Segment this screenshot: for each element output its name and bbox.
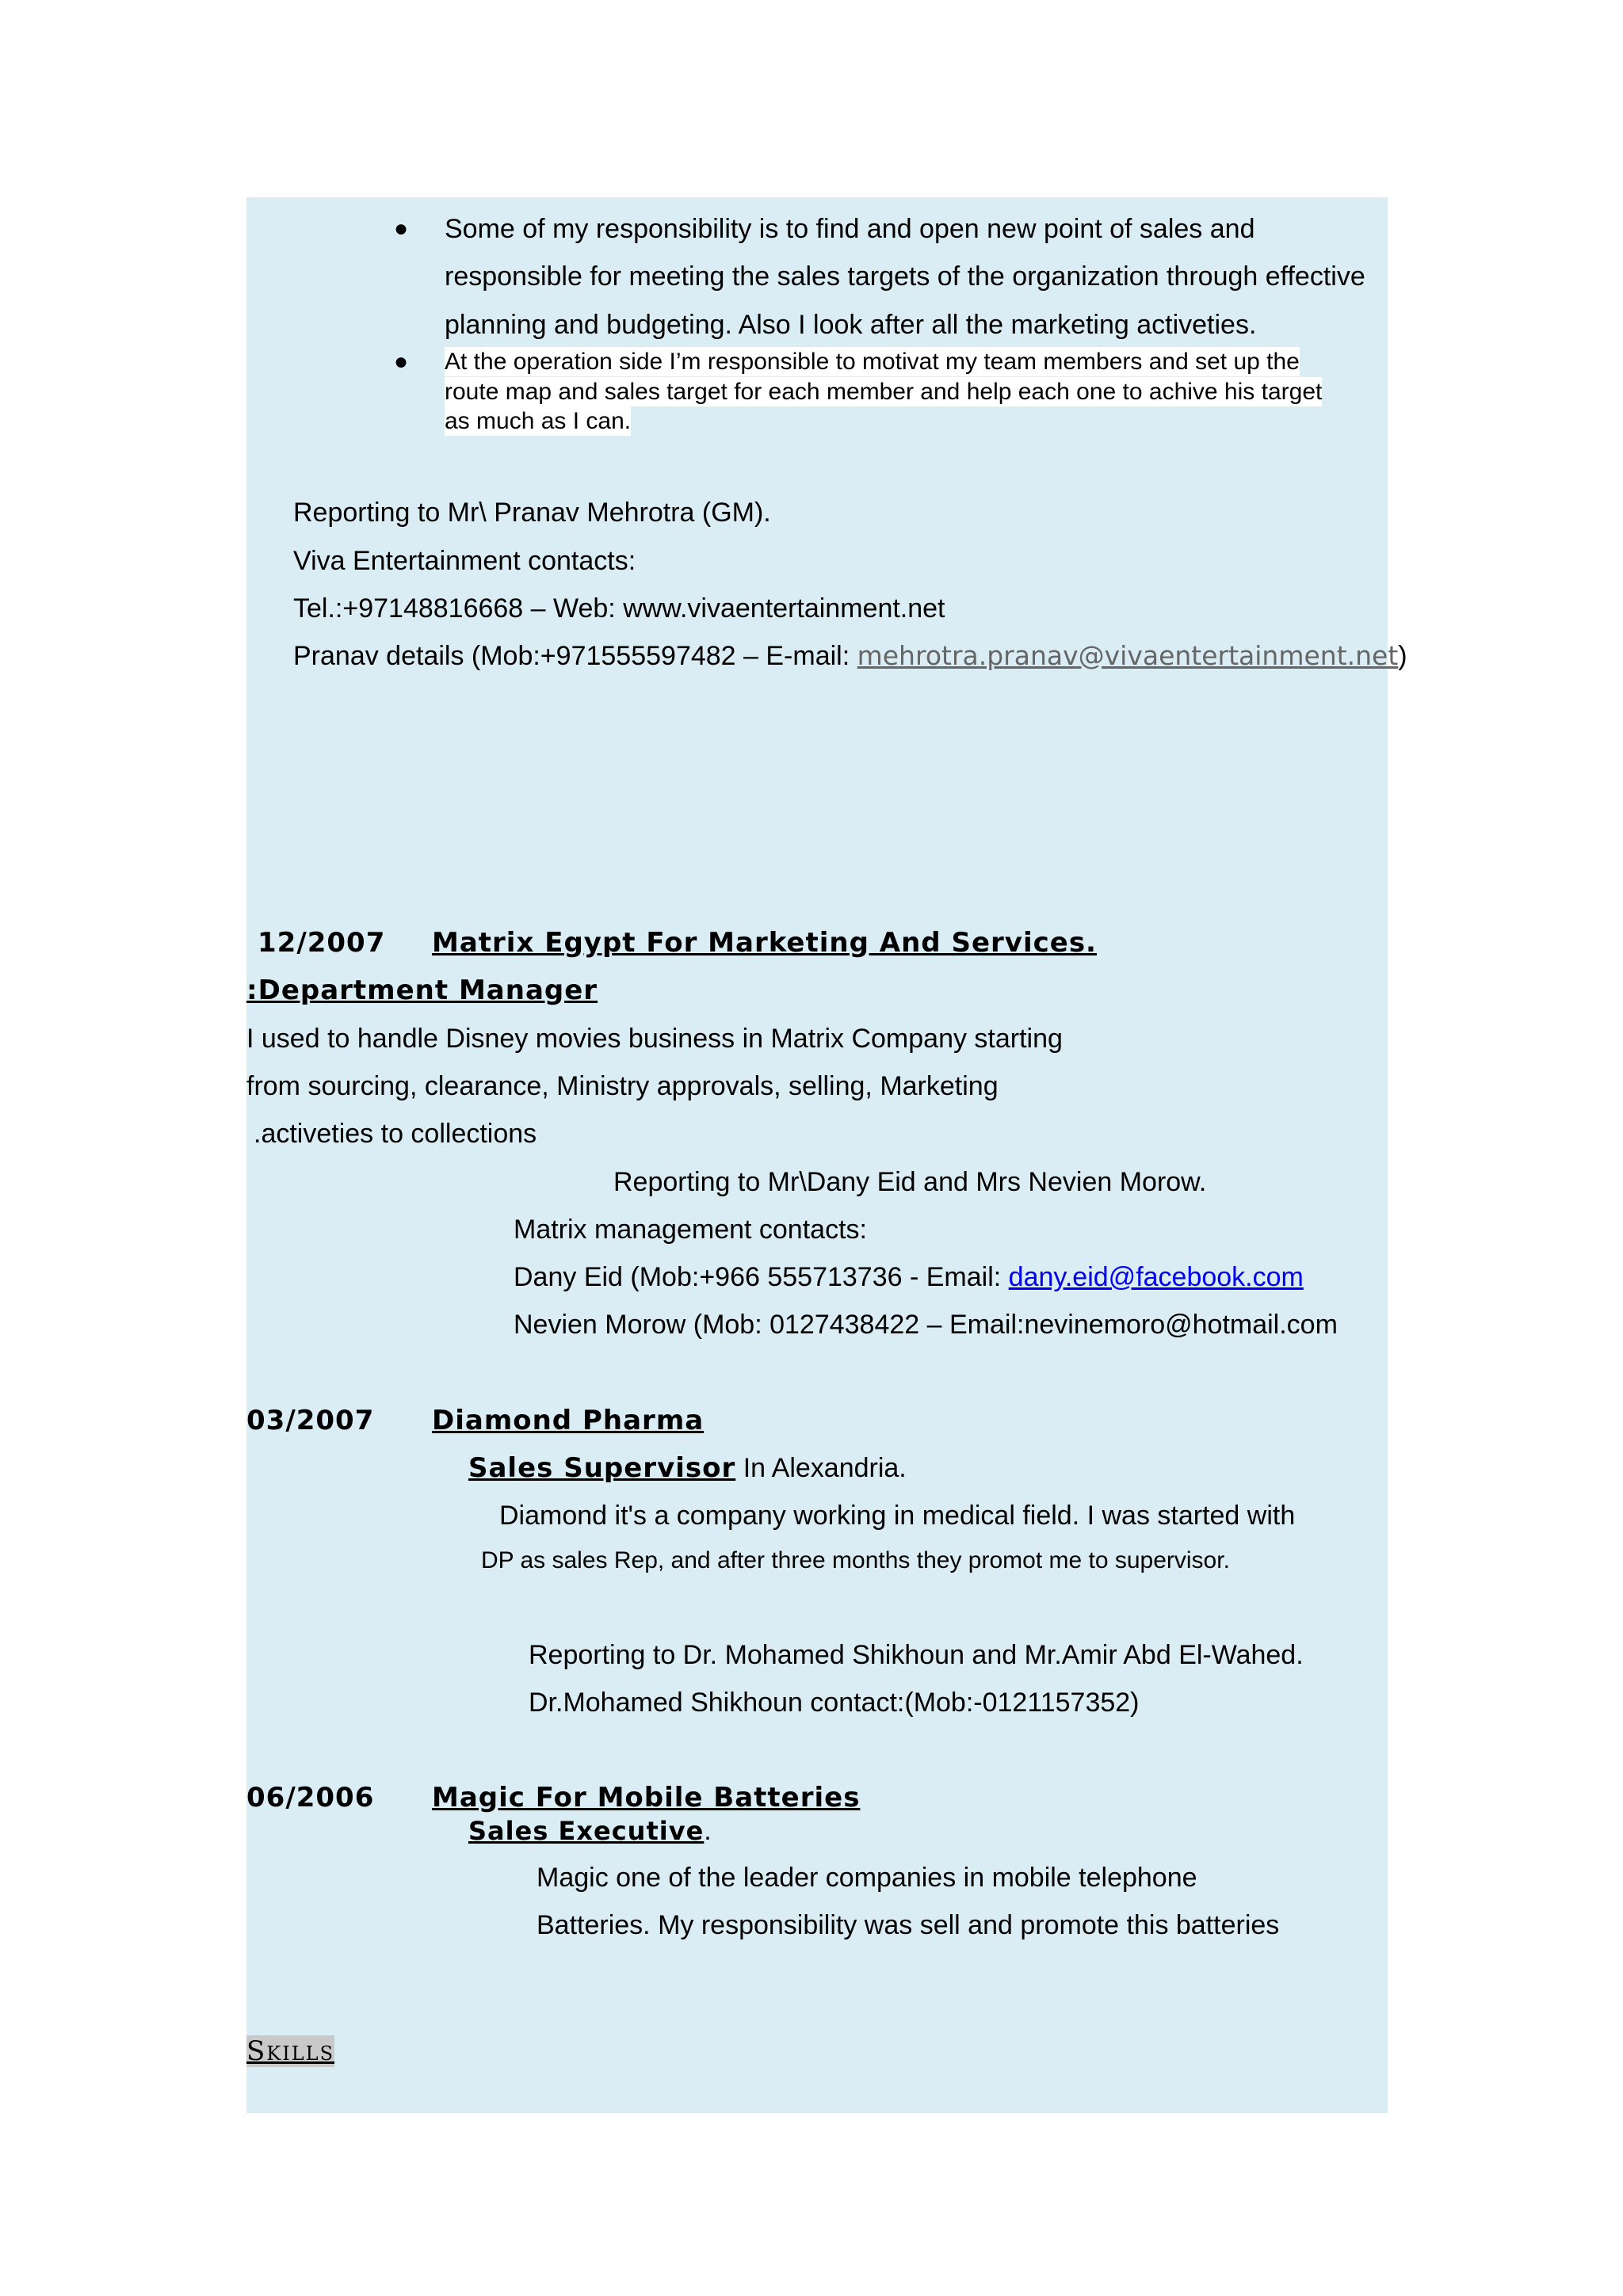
diamond-role: Sales Supervisor: [468, 1452, 736, 1484]
matrix-desc-line-1: I used to handle Disney movies business in Matrix Company starting: [246, 1024, 1063, 1054]
diamond-desc-line-2: DP as sales Rep, and after three months they promot me to supervisor.: [481, 1547, 1230, 1573]
bullet-1-line-1: Some of my responsibility is to find and open new point of sales and: [445, 214, 1255, 244]
diamond-contact: Dr.Mohamed Shikhoun contact:(Mob:-0121157352): [529, 1688, 1140, 1718]
skills-heading: Skills: [246, 2035, 335, 2067]
magic-desc-line-2: Batteries. My responsibility was sell and promote this batteries: [537, 1910, 1280, 1940]
matrix-date: 12/2007: [258, 927, 386, 959]
viva-reporting: Reporting to Mr\ Pranav Mehrotra (GM).: [293, 498, 771, 528]
viva-tel-web: Tel.:+97148816668 – Web: www.vivaentertainment.net: [293, 593, 945, 624]
diamond-location: In Alexandria.: [735, 1453, 907, 1483]
magic-company: Magic For Mobile Batteries: [432, 1782, 861, 1814]
pranav-details: [293, 640, 1407, 672]
diamond-reporting: Reporting to Dr. Mohamed Shikhoun and Mr.Amir Abd El-Wahed.: [529, 1640, 1304, 1670]
dany-email-link[interactable]: dany.eid@facebook.com: [1008, 1262, 1304, 1292]
matrix-role: :Department Manager: [246, 974, 598, 1006]
pranav-details-close: ): [1398, 641, 1407, 671]
magic-role-line: [468, 1815, 712, 1847]
diamond-desc-line-1: Diamond it's a company working in medical field. I was started with: [499, 1501, 1296, 1531]
viva-contacts-title: Viva Entertainment contacts:: [293, 546, 636, 576]
bullet-marker: ●: [394, 349, 409, 375]
bullet-marker: ●: [394, 215, 409, 242]
pranav-details-text: Pranav details (Mob:+971555597482 – E-mail:: [293, 641, 857, 671]
resume-page-background: [246, 197, 1388, 2113]
diamond-company: Diamond Pharma: [432, 1405, 705, 1436]
dany-contact-text: Dany Eid (Mob:+966 555713736 - Email:: [514, 1262, 1009, 1292]
bullet-1-line-3: planning and budgeting. Also I look after all the marketing activeties.: [445, 310, 1257, 340]
matrix-contacts-title: Matrix management contacts:: [514, 1215, 867, 1245]
bullet-2-line-3: as much as I can.: [445, 408, 632, 434]
diamond-date: 03/2007: [246, 1405, 375, 1436]
magic-role: Sales Executive: [468, 1816, 705, 1846]
dany-contact: [514, 1261, 1304, 1293]
matrix-desc-line-3: .activeties to collections: [254, 1119, 537, 1149]
nevien-contact: Nevien Morow (Mob: 0127438422 – Email:nevinemoro@hotmail.com: [514, 1310, 1338, 1340]
bullet-2-line-2: route map and sales target for each member and help each one to achive his target: [445, 379, 1323, 405]
matrix-reporting: Reporting to Mr\Dany Eid and Mrs Nevien Morow.: [613, 1167, 1207, 1197]
bullet-1-line-2: responsible for meeting the sales targets of the organization through effective: [445, 261, 1365, 292]
magic-date: 06/2006: [246, 1782, 375, 1814]
matrix-desc-line-2: from sourcing, clearance, Ministry approvals, selling, Marketing: [246, 1071, 999, 1101]
diamond-role-line: [468, 1452, 907, 1484]
bullet-2-line-1: At the operation side I’m responsible to motivat my team members and set up the: [445, 349, 1300, 375]
pranav-email-link[interactable]: mehrotra.pranav@vivaentertainment.net: [857, 640, 1399, 671]
magic-desc-line-1: Magic one of the leader companies in mobile telephone: [537, 1863, 1197, 1893]
matrix-company: Matrix Egypt For Marketing And Services.: [432, 927, 1097, 959]
magic-role-period: .: [704, 1816, 712, 1846]
